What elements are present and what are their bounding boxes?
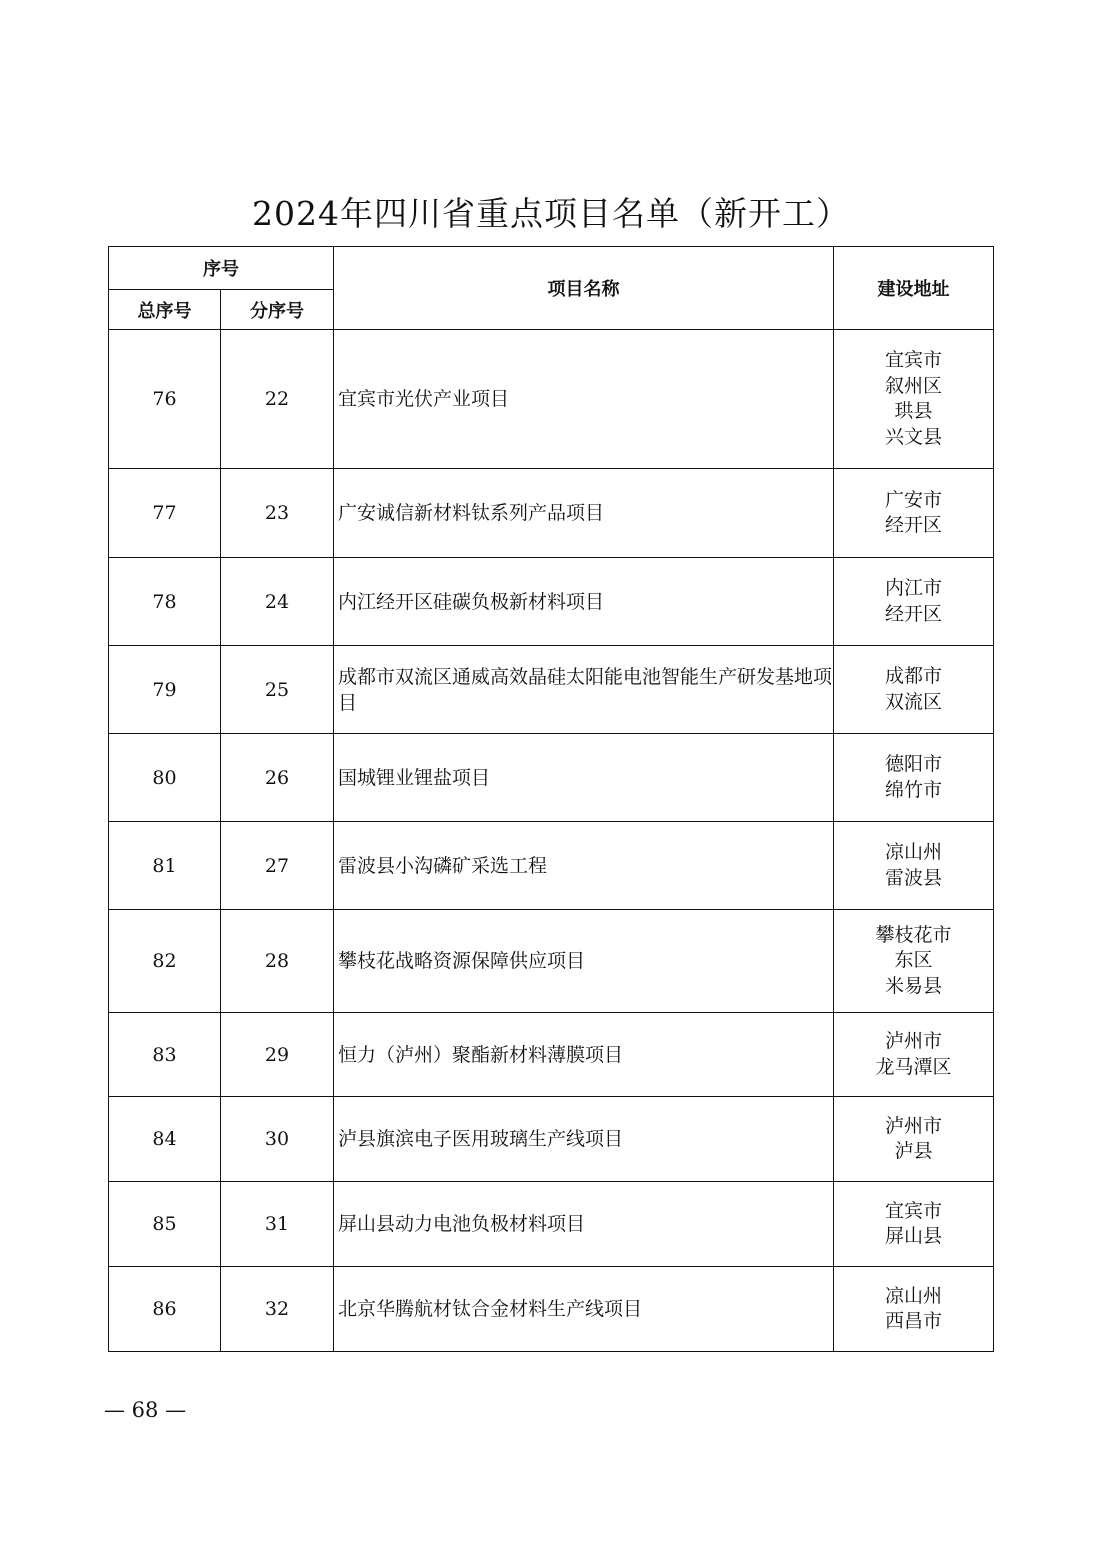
header-total-seq: 总序号	[109, 290, 221, 330]
location-cell	[834, 330, 994, 469]
total-seq-cell: 86	[109, 1267, 221, 1352]
table-row	[109, 1097, 994, 1182]
location-line: 兴文县	[884, 425, 942, 448]
table-row	[109, 1182, 994, 1267]
table-row	[109, 558, 994, 646]
location-cell	[834, 646, 994, 734]
location-line: 广安市	[884, 488, 942, 511]
total-seq-cell: 80	[109, 734, 221, 822]
location-cell	[834, 734, 994, 822]
location-cell	[834, 1013, 994, 1097]
location-line: 双流区	[884, 690, 942, 713]
location-cell	[834, 558, 994, 646]
location-cell	[834, 1267, 994, 1352]
location-line: 攀枝花市	[875, 923, 952, 946]
sub-seq-cell: 24	[221, 558, 334, 646]
location-line: 米易县	[884, 974, 942, 997]
table-row	[109, 1013, 994, 1097]
location-line: 泸县	[894, 1140, 933, 1162]
sub-seq-cell: 28	[221, 910, 334, 1013]
project-name-cell: 国城锂业锂盐项目	[334, 734, 834, 822]
page-number: — 68 —	[104, 1398, 187, 1422]
location-line: 内江市	[884, 577, 942, 599]
location-line: 宜宾市	[884, 1199, 942, 1222]
location-line: 经开区	[884, 602, 942, 625]
total-seq-cell: 79	[109, 646, 221, 734]
total-seq-cell: 78	[109, 558, 221, 646]
sub-seq-cell: 26	[221, 734, 334, 822]
location-cell	[834, 1182, 994, 1267]
sub-seq-cell: 22	[221, 330, 334, 469]
project-name-cell: 泸县旗滨电子医用玻璃生产线项目	[334, 1097, 834, 1182]
total-seq-cell: 82	[109, 910, 221, 1013]
table-row	[109, 910, 994, 1013]
total-seq-cell: 77	[109, 469, 221, 558]
document-title: 2024年四川省重点项目名单（新开工）	[252, 194, 850, 233]
total-seq-cell: 76	[109, 330, 221, 469]
location-cell	[834, 469, 994, 558]
table-row	[109, 822, 994, 910]
total-seq-cell: 85	[109, 1182, 221, 1267]
header-project-name: 项目名称	[334, 247, 834, 330]
location-line: 经开区	[884, 514, 942, 536]
location-cell	[834, 910, 994, 1013]
table-row	[109, 330, 994, 469]
location-line: 成都市	[884, 665, 942, 687]
project-name-cell: 雷波县小沟磷矿采选工程	[334, 822, 834, 910]
total-seq-cell: 81	[109, 822, 221, 910]
project-table	[108, 246, 994, 1352]
project-name-cell: 宜宾市光伏产业项目	[334, 330, 834, 469]
sub-seq-cell: 27	[221, 822, 334, 910]
location-line: 凉山州	[884, 841, 942, 863]
total-seq-cell: 83	[109, 1013, 221, 1097]
sub-seq-cell: 30	[221, 1097, 334, 1182]
location-line: 雷波县	[884, 866, 942, 889]
header-seq: 序号	[109, 247, 334, 290]
location-line: 凉山州	[884, 1284, 942, 1307]
location-line: 叙州区	[884, 374, 942, 397]
header-location: 建设地址	[834, 247, 994, 330]
location-line: 龙马潭区	[875, 1055, 952, 1078]
table-row	[109, 469, 994, 558]
total-seq-cell: 84	[109, 1097, 221, 1182]
location-line: 泸州市	[884, 1030, 942, 1052]
location-line: 绵竹市	[884, 778, 942, 801]
location-line: 宜宾市	[884, 349, 942, 371]
location-cell	[834, 1097, 994, 1182]
table-row	[109, 734, 994, 822]
location-cell	[834, 822, 994, 910]
location-line: 屏山县	[884, 1225, 942, 1247]
project-name-cell: 北京华腾航材钛合金材料生产线项目	[334, 1267, 834, 1352]
project-name-cell: 恒力（泸州）聚酯新材料薄膜项目	[334, 1013, 834, 1097]
sub-seq-cell: 23	[221, 469, 334, 558]
sub-seq-cell: 31	[221, 1182, 334, 1267]
header-sub-seq: 分序号	[221, 290, 334, 330]
location-line: 泸州市	[884, 1114, 942, 1137]
sub-seq-cell: 25	[221, 646, 334, 734]
table-row	[109, 646, 994, 734]
project-name-cell: 内江经开区硅碳负极新材料项目	[334, 558, 834, 646]
project-name-cell: 屏山县动力电池负极材料项目	[334, 1182, 834, 1267]
sub-seq-cell: 32	[221, 1267, 334, 1352]
location-line: 东区	[894, 949, 933, 972]
project-name-cell: 成都市双流区通威高效晶硅太阳能电池智能生产研发基地项目	[334, 646, 834, 734]
project-name-cell: 攀枝花战略资源保障供应项目	[334, 910, 834, 1013]
project-name-cell: 广安诚信新材料钛系列产品项目	[334, 469, 834, 558]
location-line: 珙县	[894, 400, 933, 422]
location-line: 德阳市	[884, 753, 942, 775]
sub-seq-cell: 29	[221, 1013, 334, 1097]
location-line: 西昌市	[884, 1310, 942, 1332]
table-row	[109, 1267, 994, 1352]
